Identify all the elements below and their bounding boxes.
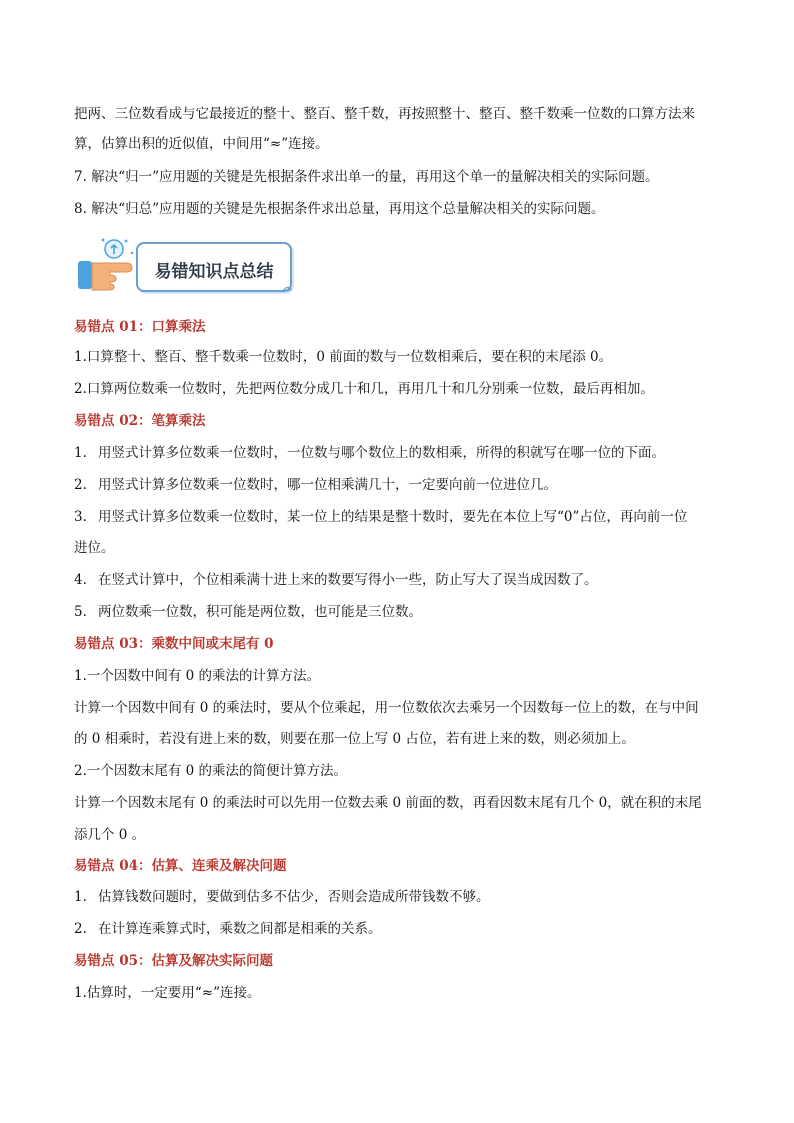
section-title-box bbox=[136, 242, 292, 292]
item-number: 1. bbox=[74, 445, 87, 461]
point-03-line-2: 计算一个因数中间有 0 的乘法时，要从个位乘起，用一位数依次去乘另一个因数每一位上的数，在与中间 bbox=[74, 700, 699, 716]
item-text: 在计算连乘算式时，乘数之间都是相乘的关系。 bbox=[98, 921, 382, 937]
point-03-line-3: 的 0 相乘时，若没有进上来的数，则要在那一位上写 0 占位，若有进上来的数，则必须加上。 bbox=[74, 731, 635, 747]
point-02-item-2 bbox=[74, 476, 557, 494]
intro-item-7: 7. 解决“归一”应用题的关键是先根据条件求出单一的量，再用这个单一的量解决相关的实际问题。 bbox=[74, 169, 659, 185]
item-number: 4. bbox=[74, 572, 87, 588]
point-02-item-3 bbox=[74, 508, 687, 526]
item-number: 3. bbox=[74, 509, 87, 525]
point-04-item-1 bbox=[74, 888, 490, 906]
corner-curl-icon bbox=[281, 283, 293, 293]
point-05-line-1: 1.估算时，一定要用“≈”连接。 bbox=[74, 985, 261, 1001]
point-02-item-4 bbox=[74, 571, 598, 589]
item-text: 用竖式计算多位数乘一位数时，哪一位相乘满几十，一定要向前一位进位几。 bbox=[98, 477, 557, 493]
section-banner bbox=[76, 235, 298, 297]
intro-line-2: 算，估算出积的近似值，中间用“≈”连接。 bbox=[74, 136, 329, 152]
point-02-item-5 bbox=[74, 603, 422, 621]
item-text: 用竖式计算多位数乘一位数时，某一位上的结果是整十数时，要先在本位上写“0”占位，再向前一位 bbox=[98, 509, 688, 525]
section-heading-01: 易错点 01：口算乘法 bbox=[74, 319, 206, 335]
intro-line-1: 把两、三位数看成与它最接近的整十、整百、整千数，再按照整十、整百、整千数乘一位数的口算方法来 bbox=[74, 106, 695, 122]
item-number: 1. bbox=[74, 889, 87, 905]
section-heading-04: 易错点 04：估算、连乘及解决问题 bbox=[74, 858, 287, 874]
item-text: 估算钱数问题时，要做到估多不估少，否则会造成所带钱数不够。 bbox=[98, 889, 490, 905]
item-text: 两位数乘一位数，积可能是两位数，也可能是三位数。 bbox=[98, 604, 422, 620]
point-01-line-1: 1.口算整十、整百、整千数乘一位数时，0 前面的数与一位数相乘后，要在积的末尾添 0。 bbox=[74, 349, 613, 365]
section-heading-05: 易错点 05：估算及解决实际问题 bbox=[74, 953, 273, 969]
item-number: 2. bbox=[74, 477, 87, 493]
point-03-line-4: 2.一个因数末尾有 0 的乘法的简便计算方法。 bbox=[74, 763, 348, 779]
section-heading-03: 易错点 03：乘数中间或末尾有 0 bbox=[74, 636, 274, 652]
intro-item-8: 8. 解决“归总”应用题的关键是先根据条件求出总量，再用这个总量解决相关的实际问题。 bbox=[74, 201, 605, 217]
point-04-item-2 bbox=[74, 920, 382, 938]
item-number: 2. bbox=[74, 921, 87, 937]
point-03-line-1: 1.一个因数中间有 0 的乘法的计算方法。 bbox=[74, 668, 321, 684]
item-text: 用竖式计算多位数乘一位数时，一位数与哪个数位上的数相乘，所得的积就写在哪一位的下面。 bbox=[98, 445, 665, 461]
point-02-item-1 bbox=[74, 444, 665, 462]
section-title: 易错知识点总结 bbox=[154, 262, 274, 282]
point-01-line-2: 2.口算两位数乘一位数时，先把两位数分成几十和几，再用几十和几分别乘一位数，最后再相加。 bbox=[74, 381, 654, 397]
item-number: 5. bbox=[74, 604, 87, 620]
item-text: 在竖式计算中，个位相乘满十进上来的数要写得小一些，防止写大了误当成因数了。 bbox=[98, 572, 598, 588]
point-03-line-6: 添几个 0 。 bbox=[74, 827, 146, 843]
point-02-item-3-cont: 进位。 bbox=[74, 540, 115, 556]
section-heading-02: 易错点 02：笔算乘法 bbox=[74, 413, 206, 429]
pointing-hand-icon bbox=[76, 235, 140, 297]
point-03-line-5: 计算一个因数末尾有 0 的乘法时可以先用一位数去乘 0 前面的数，再看因数末尾有几个 0，就在积的末尾 bbox=[74, 795, 702, 811]
